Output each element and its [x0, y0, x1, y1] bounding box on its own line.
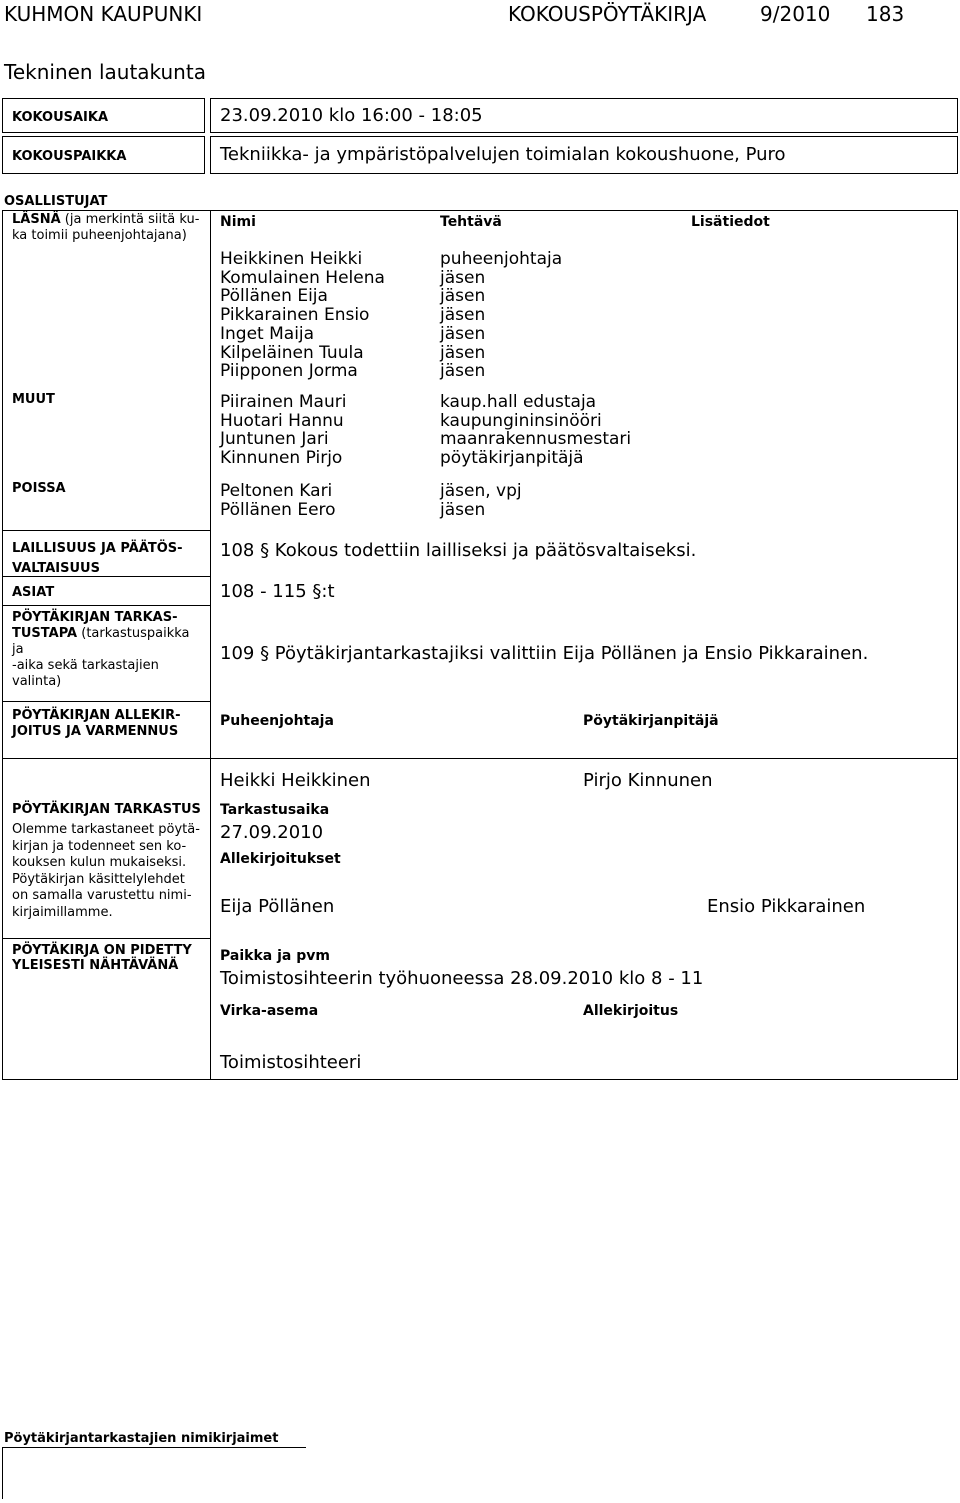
participant-name: Kilpeläinen Tuula	[220, 342, 364, 363]
participant-role: jäsen	[440, 342, 486, 363]
participant-role: jäsen	[440, 286, 486, 307]
place-date-value: Toimistosihteerin työhuoneessa 28.09.2010 klo 8 - 11	[220, 968, 704, 989]
participant-name: Huotari Hannu	[220, 410, 344, 431]
participant-role: jäsen	[440, 323, 486, 344]
participant-role: kaup.hall edustaja	[440, 392, 597, 412]
absent-label: POISSA	[12, 481, 66, 496]
public-display-label: PÖYTÄKIRJA ON PIDETTY YLEISESTI NÄHTÄVÄNÄ	[12, 943, 192, 973]
present-names	[220, 250, 385, 381]
meeting-time-label: KOKOUSAIKA	[12, 110, 109, 125]
signing-label: PÖYTÄKIRJAN ALLEKIR- JOITUS JA VARMENNUS	[12, 708, 181, 739]
participant-name: Pöllänen Eija	[220, 286, 328, 307]
position-label: Virka-asema	[220, 1003, 319, 1019]
review-label: PÖYTÄKIRJAN TARKASTUS	[12, 802, 201, 817]
position-value: Toimistosihteeri	[220, 1052, 362, 1073]
signer-2: Ensio Pikkarainen	[707, 896, 866, 917]
municipality-title: KUHMON KAUPUNKI	[4, 2, 203, 26]
row-divider	[2, 938, 210, 939]
participant-name: Pikkarainen Ensio	[220, 305, 370, 326]
others-roles	[440, 393, 631, 468]
meeting-place-label: KOKOUSPAIKKA	[12, 149, 127, 164]
participant-role: jäsen	[440, 499, 486, 520]
participant-name: Piipponen Jorma	[220, 361, 358, 382]
participant-role: jäsen	[440, 267, 486, 288]
participant-role: pöytäkirjanpitäjä	[440, 448, 584, 469]
column-header-role: Tehtävä	[440, 214, 502, 230]
others-names	[220, 393, 346, 468]
participant-name: Heikkinen Heikki	[220, 249, 363, 269]
participant-name: Komulainen Helena	[220, 267, 385, 288]
items-text: 108 - 115 §:t	[220, 581, 335, 602]
review-text: Olemme tarkastaneet pöytä- kirjan ja todenneet sen ko- kouksen kulun mukaiseksi. Pöytäkirjan käsittelylehdet on samalla varustettu nimi- kirjaimillamme.	[12, 822, 200, 920]
initials-box-edge	[2, 1447, 3, 1499]
row-divider	[2, 605, 210, 606]
column-header-name: Nimi	[220, 214, 256, 230]
committee-name: Tekninen lautakunta	[4, 60, 206, 84]
row-divider	[2, 758, 958, 759]
participant-role: jäsen	[440, 305, 486, 326]
secretary-name: Pirjo Kinnunen	[583, 770, 713, 791]
review-time-value: 27.09.2010	[220, 822, 324, 843]
signature-label: Allekirjoitus	[583, 1003, 679, 1019]
participant-name: Pöllänen Eero	[220, 499, 336, 520]
column-divider	[210, 210, 211, 1080]
place-date-label: Paikka ja pvm	[220, 948, 330, 964]
signer-1: Eija Pöllänen	[220, 896, 335, 917]
participant-role: maanrakennusmestari	[440, 429, 632, 450]
legality-text: 108 § Kokous todettiin lailliseksi ja päätösvaltaiseksi.	[220, 540, 697, 561]
secretary-label: Pöytäkirjanpitäjä	[583, 713, 719, 729]
absent-roles	[440, 482, 522, 519]
participant-role: puheenjohtaja	[440, 249, 563, 269]
review-method-text: 109 § Pöytäkirjantarkastajiksi valittiin Eija Pöllänen ja Ensio Pikkarainen.	[220, 643, 869, 664]
chair-label: Puheenjohtaja	[220, 713, 334, 729]
meeting-place-value: Tekniikka- ja ympäristöpalvelujen toimialan kokoushuone, Puro	[220, 144, 786, 165]
chair-name: Heikki Heikkinen	[220, 770, 371, 791]
page-number: 183	[866, 2, 905, 26]
row-divider	[2, 530, 210, 531]
document-number: 9/2010	[760, 2, 831, 26]
items-label: ASIAT	[12, 585, 55, 600]
participant-name: Kinnunen Pirjo	[220, 448, 343, 469]
participant-name: Piirainen Mauri	[220, 392, 347, 412]
present-label: LÄSNÄ (ja merkintä siitä ku- ka toimii puheenjohtajana)	[12, 212, 200, 243]
participant-role: jäsen	[440, 361, 486, 382]
present-roles	[440, 250, 562, 381]
review-method-label: PÖYTÄKIRJAN TARKAS- TUSTAPA (tarkastuspaikka ja -aika sekä tarkastajien valinta)	[12, 610, 190, 689]
signatures-label: Allekirjoitukset	[220, 851, 341, 867]
initials-label: Pöytäkirjantarkastajien nimikirjaimet	[4, 1431, 279, 1446]
review-time-label: Tarkastusaika	[220, 802, 330, 818]
participant-role: jäsen, vpj	[440, 481, 522, 501]
row-divider	[2, 701, 210, 702]
document-type: KOKOUSPÖYTÄKIRJA	[508, 2, 707, 26]
participant-name: Inget Maija	[220, 323, 315, 344]
meeting-time-value: 23.09.2010 klo 16:00 - 18:05	[220, 105, 483, 126]
participants-section-label: OSALLISTUJAT	[4, 194, 108, 209]
participant-role: kaupungininsinööri	[440, 410, 602, 431]
column-header-info: Lisätiedot	[691, 214, 770, 230]
legality-label: LAILLISUUS JA PÄÄTÖS- VALTAISUUS	[12, 541, 183, 576]
participant-name: Peltonen Kari	[220, 481, 333, 501]
others-label: MUUT	[12, 392, 55, 407]
absent-names	[220, 482, 336, 519]
initials-line	[2, 1447, 306, 1448]
participant-name: Juntunen Jari	[220, 429, 329, 450]
